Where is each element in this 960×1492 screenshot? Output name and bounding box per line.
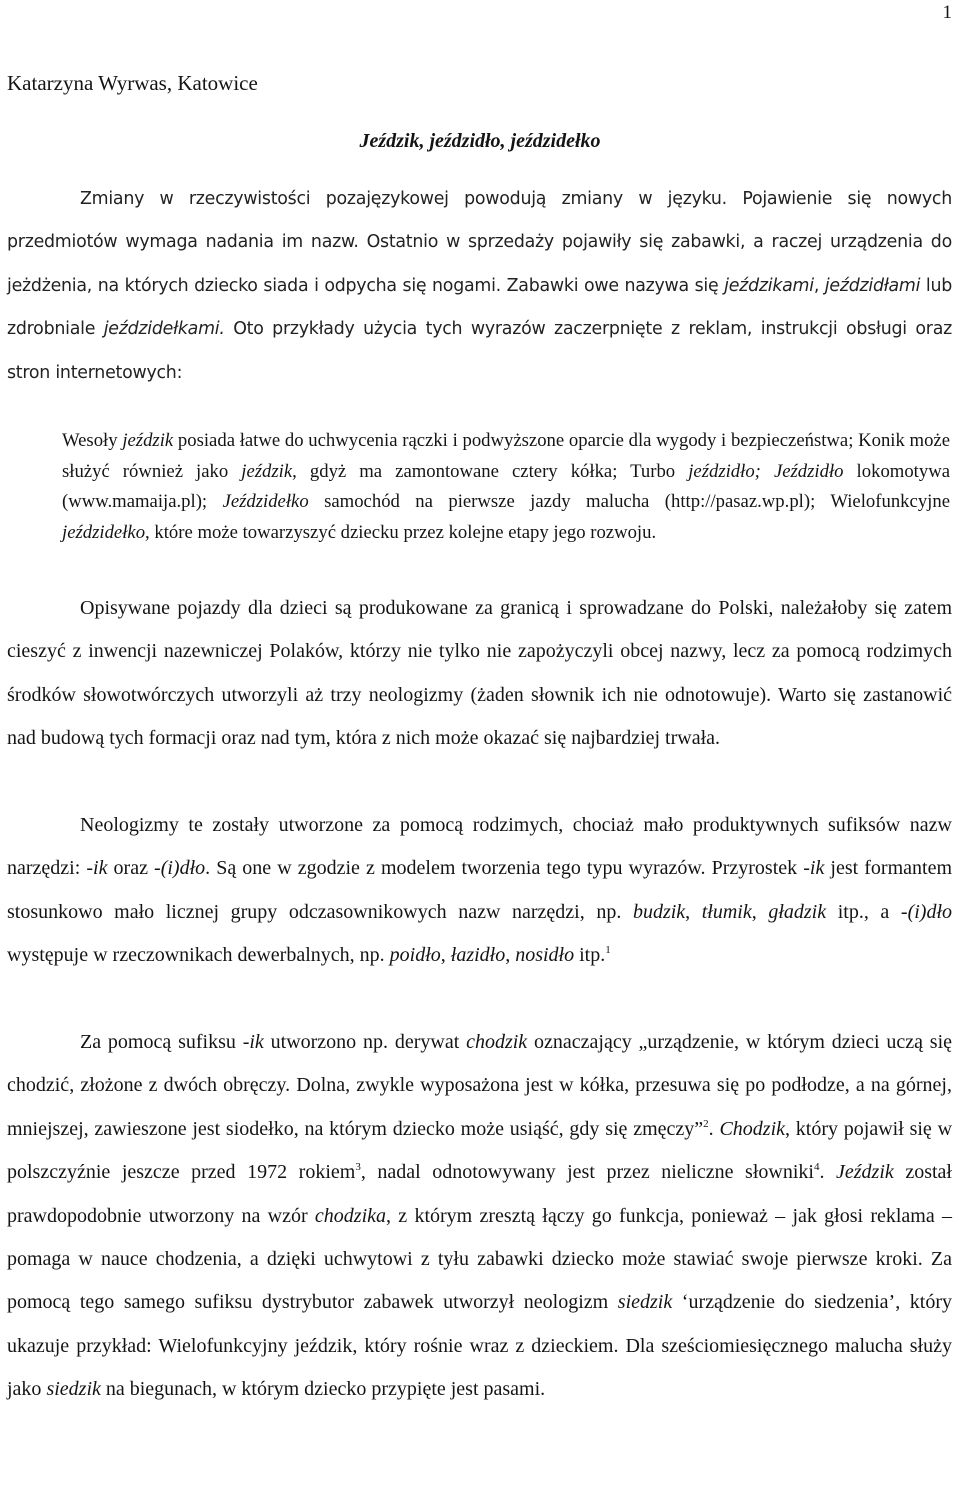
italic-term: chodzik xyxy=(466,1031,528,1053)
text-run: lokomotywa (www.mamaija.pl); xyxy=(62,460,950,512)
text-run: , xyxy=(685,900,702,923)
text-run: itp. xyxy=(574,944,606,967)
article-title: Jeździk, jeździdło, jeździdełko xyxy=(359,130,601,152)
body-paragraph-3 xyxy=(7,1021,952,1412)
italic-term: Chodzik xyxy=(719,1117,786,1140)
text-run: . xyxy=(819,1161,837,1184)
footnote-ref[interactable]: 4 xyxy=(813,1161,820,1174)
italic-term: siedzik xyxy=(46,1378,101,1401)
italic-term: chodzika xyxy=(314,1204,387,1227)
text-run: Oto przykłady użycia tych wyrazów zaczerpnięte z reklam, instrukcji obsługi oraz stron internetowych: xyxy=(7,319,952,383)
text-run: , xyxy=(440,944,451,967)
text-run: , xyxy=(505,944,516,967)
intro-paragraph xyxy=(7,178,952,395)
examples-quote xyxy=(62,426,950,548)
text-run: , który pojawił się w polszczyźnie jeszcze przed 1972 rokiem xyxy=(7,1117,953,1184)
text-run: , z którym zresztą łączy go funkcja, ponieważ – jak głosi reklama – pomaga w nauce chodzenia, a dzięki uchwytowi z tyłu zabawki dziecko może stawiać swoje pierwsze kroki. Za pomocą tego samego sufiksu dystrybutor zabawek utworzył neologizm xyxy=(7,1204,953,1314)
italic-term: jeździdełko xyxy=(62,521,146,543)
text-run: lub zdrobniale xyxy=(7,275,952,340)
body-paragraph-1: Opisywane pojazdy dla dzieci są produkowane za granicą i sprowadzane do Polski, należałoby się zatem cieszyć z inwencji nazewniczej Polaków, którzy nie tylko nie zapożyczyli obcej nazwy, lecz za pomocą rodzimych środków słowotwórczych utworzyli aż trzy neologizmy (żaden słownik ich nie odnotowuje). Warto się zastanowić nad budową tych formacji oraz nad tym, która z nich może okazać się najbardziej trwała. xyxy=(7,597,952,750)
text-run: utworzono np. derywat xyxy=(263,1031,467,1053)
italic-term: -ik xyxy=(86,857,108,880)
footnote-ref[interactable]: 1 xyxy=(605,944,611,957)
text-run: na biegunach, w którym dziecko przypięte jest pasami. xyxy=(100,1378,546,1401)
text-run: , nadal odnotowywany jest przez nieliczne słowniki xyxy=(360,1161,814,1184)
italic-term: nosidło xyxy=(515,944,575,967)
italic-term: jeździdłami xyxy=(824,275,921,296)
italic-term: Jeździk xyxy=(836,1161,894,1184)
text-run: Zmiany w rzeczywistości pozajęzykowej powodują zmiany w języku. Pojawienie się nowych przedmiotów wymaga nadania im nazw. Ostatnio w sprzedaży pojawiły się zabawki, a raczej urządzenia do jeżdżenia, na których dziecko siada i odpycha się nogami. Zabawki owe nazywa się xyxy=(7,189,952,296)
footnote-ref[interactable]: 3 xyxy=(355,1161,361,1174)
text-run: oraz xyxy=(107,857,155,880)
author-line: Katarzyna Wyrwas, Katowice xyxy=(7,71,258,95)
text-run: Wesoły xyxy=(62,430,123,451)
italic-term: -ik xyxy=(803,857,825,880)
text-run: itp., a xyxy=(826,900,901,923)
text-run: posiada łatwe do uchwycenia rączki i podwyższone oparcie dla wygody i bezpieczeństwa; Konik może służyć również jako xyxy=(62,430,951,482)
italic-term: -(i)dło xyxy=(900,900,952,923)
italic-term: tłumik xyxy=(701,900,752,923)
italic-term: gładzik xyxy=(768,900,827,923)
page-number: 1 xyxy=(942,2,952,23)
italic-term: jeździk xyxy=(241,460,293,482)
text-run: ‘urządzenie do siedzenia’, który ukazuje przykład: Wielofunkcyjny jeździk, który rośnie wraz z dzieckiem. Dla sześciomiesięcznego malucha służy jako xyxy=(7,1291,952,1401)
text-run: występuje w rzeczownikach dewerbalnych, np. xyxy=(7,944,390,967)
text-run: oznaczający „urządzenie, w którym dzieci uczą się chodzić, złożone z dwóch obręczy. Dolna, zwykle wyposażona jest w kółka, przesuwa się po podłodze, a na górnej, mniejszej, zawieszone jest siodełko, na którym dziecko może usiąść, gdy się zmęczy” xyxy=(7,1031,953,1140)
body-paragraph-2 xyxy=(7,804,952,978)
italic-term: łazidło xyxy=(450,944,506,967)
italic-term: siedzik xyxy=(617,1291,673,1314)
text-run: został prawdopodobnie utworzony na wzór xyxy=(7,1161,952,1227)
italic-term: -(i)dło xyxy=(154,857,206,880)
text-run: . Są one w zgodzie z modelem tworzenia tego typu wyrazów. Przyrostek xyxy=(205,857,804,880)
footnote-ref[interactable]: 2 xyxy=(703,1117,709,1130)
italic-term: jeździdło; Jeździdło xyxy=(688,460,844,482)
text-run: Za pomocą sufiksu xyxy=(80,1031,243,1053)
text-run: , które może towarzyszyć dziecku przez kolejne etapy jego rozwoju. xyxy=(145,521,657,543)
text-run: , xyxy=(751,900,769,923)
italic-term: budzik xyxy=(632,900,686,923)
text-run: Neologizmy te zostały utworzone za pomocą rodzimych, chociaż mało produktywnych sufiksów nazw narzędzi: xyxy=(7,814,952,880)
text-run: . xyxy=(708,1117,720,1140)
italic-term: jeździk xyxy=(122,430,174,451)
italic-term: Jeździdełko xyxy=(222,491,309,512)
text-run: , gdyż ma zamontowane cztery kółka; Turbo xyxy=(292,460,689,482)
text-run: , xyxy=(813,275,825,296)
italic-term: -ik xyxy=(242,1031,264,1053)
italic-term: jeździdełkami. xyxy=(103,319,225,340)
italic-term: jeździkami xyxy=(724,275,814,296)
text-run: jest formantem stosunkowo mało licznej grupy odczasownikowych nazw narzędzi, np. xyxy=(7,857,952,923)
italic-term: poidło xyxy=(389,944,441,967)
text-run: samochód na pierwsze jazdy malucha (http://pasaz.wp.pl); Wielofunkcyjne xyxy=(308,491,950,512)
